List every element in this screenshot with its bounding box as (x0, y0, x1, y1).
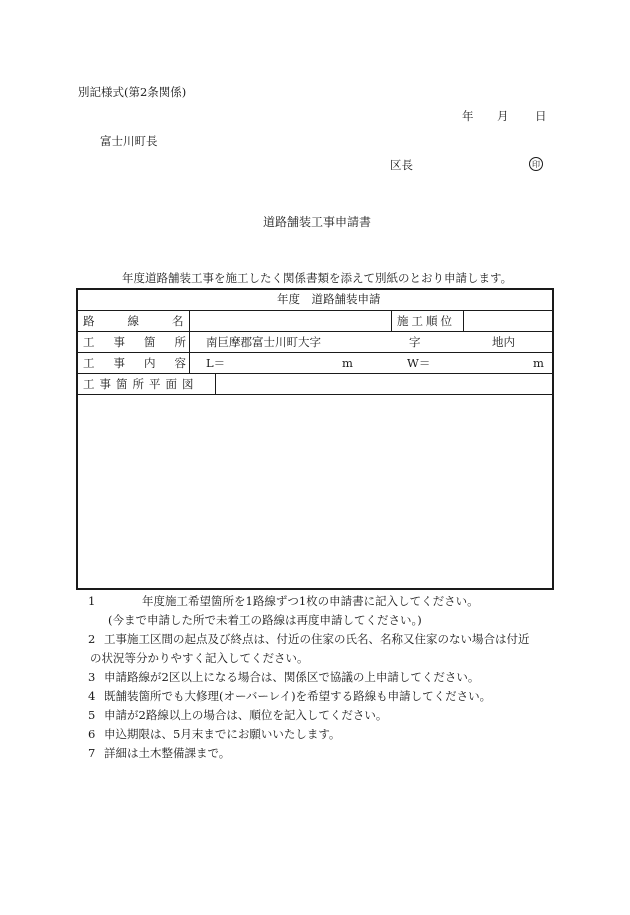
table-divider (391, 310, 392, 331)
aza-label: 字 (409, 335, 421, 349)
plan-drawing-area[interactable] (79, 395, 551, 586)
note-number: 2 (88, 632, 96, 646)
note-text: の状況等分かりやすく記入してください。 (90, 651, 309, 665)
road-name-label (83, 314, 217, 328)
order-field[interactable] (464, 311, 552, 331)
note-number: 6 (88, 727, 96, 741)
note-text: 工事施工区間の起点及び終点は、付近の住家の氏名、名称又住家のない場合は付近 (104, 632, 530, 646)
table-divider (78, 373, 552, 374)
date-month-label: 月 (497, 109, 509, 123)
addressee: 富士川町長 (100, 134, 158, 148)
date-day-label: 日 (535, 109, 547, 123)
length-unit: m (342, 356, 353, 370)
note-text: 詳細は土木整備課まで。 (104, 746, 231, 760)
application-table (76, 288, 554, 590)
road-name-field[interactable] (190, 311, 390, 331)
order-label: 施工順位 (397, 314, 455, 328)
table-divider (78, 331, 552, 332)
table-heading: 年度 道路舗装申請 (277, 292, 381, 306)
site-label: 工事箇所 (83, 335, 205, 349)
table-divider (78, 352, 552, 353)
form-label: 別記様式(第2条関係) (78, 85, 187, 99)
seal-mark: 印 (529, 157, 543, 171)
site-address: 南巨摩郡富士川町大字 (206, 335, 321, 349)
content-label: 工事内容 (83, 356, 205, 370)
length-label: L＝ (206, 356, 226, 370)
note-number: 5 (88, 708, 96, 722)
table-divider (215, 373, 216, 394)
note-number: 7 (88, 746, 96, 760)
note-text: 年度施工希望箇所を1路線ずつ1枚の申請書に記入してください。 (142, 594, 479, 608)
chinai-label: 地内 (492, 335, 515, 349)
applicant-title: 区長 (390, 158, 413, 172)
plan-label: 工事箇所平面図 (83, 377, 199, 391)
document-title: 道路舗装工事申請書 (263, 215, 372, 229)
width-label: W＝ (407, 356, 431, 370)
note-text: 既舗装箇所でも大修理(オーバーレイ)を希望する路線も申請してください。 (104, 689, 492, 703)
note-text: 申請路線が2区以上になる場合は、関係区で協議の上申請してください。 (104, 670, 480, 684)
width-unit: m (533, 356, 544, 370)
note-text: 申請が2路線以上の場合は、順位を記入してください。 (104, 708, 388, 722)
date-year-label: 年 (462, 109, 474, 123)
note-text: 申込期限は、5月末までにお願いいたします。 (104, 727, 341, 741)
road-name-label-text: 路線名 (83, 314, 217, 328)
note-number: 1 (88, 594, 96, 608)
note-number: 4 (88, 689, 96, 703)
note-number: 3 (88, 670, 96, 684)
note-text: (今まで申請した所で未着工の路線は再度申請してください。) (108, 613, 422, 627)
intro-text: 年度道路舗装工事を施工したく関係書類を添えて別紙のとおり申請します。 (122, 271, 513, 285)
